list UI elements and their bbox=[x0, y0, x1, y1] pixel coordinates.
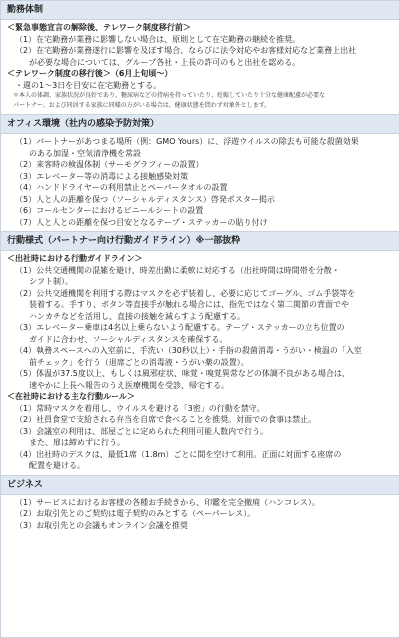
text-line: のある加湿・空気清浄機を常設 bbox=[29, 148, 141, 158]
section-body-work-system bbox=[1, 20, 399, 114]
text-line: 装着する。手すり、ボタン等直接手が触れる場合には、指先ではなく第二関節の背面でや bbox=[29, 300, 349, 309]
text-line: ハンカチなどを活用し、直接の接触を減らすよう配慮する。 bbox=[29, 311, 245, 321]
text-line: （1）サービスにおけるお客様の各種お手続きから、印鑑を完全撤廃（ハンコレス）。 bbox=[15, 497, 320, 507]
text-line: （7）人と人との距離を保つ目安となるテープ・ステッカーの貼り付け bbox=[15, 217, 268, 227]
section-header-work-system: 勤務体制 bbox=[1, 1, 399, 20]
subheading: ＜出社時における行動ガイドライン＞ bbox=[7, 254, 143, 263]
text-line: （1）常時マスクを着用し、ウイルスを避ける「3密」の行動を禁守。 bbox=[15, 403, 265, 413]
subheading: ＜テレワーク制度の移行後＞（6月上旬頃～） bbox=[7, 69, 173, 78]
text-line: （4）出社時のデスクは、最低1席（1.8m）ごとに間を空けて利用。正面に対面する座席の bbox=[15, 449, 342, 459]
text-line: （3）エレベーター等の消毒による接触感染対策 bbox=[15, 171, 189, 181]
text-line: （2）お取引先とのご契約は電子契約のみとする（ペーパーレス）。 bbox=[15, 509, 256, 518]
text-line: （5）体温が37.5度以上、もしくは風邪症状、味覚・嗅覚異常などの体調不良がある場合は、 bbox=[15, 369, 350, 378]
text-line: シフト制）。 bbox=[29, 277, 73, 286]
section-header-behavior-guidelines: 行動様式（パートナー向け行動ガイドライン）※一部抜粋 bbox=[1, 231, 399, 251]
text-line: 配置を避ける。 bbox=[29, 461, 85, 470]
text-line: （1）パートナーがあつまる場所（例：GMO Yours）に、浮遊ウイルスの除去も可能な殺菌効果 bbox=[15, 137, 359, 146]
footnote-line: パートナー、および同居する家族に同様の方がいる場合は、健康状態を問わず対象外とします。 bbox=[13, 102, 271, 109]
text-line: ガイドに合わせ、ソーシャルディスタンスを確保する。 bbox=[29, 334, 228, 344]
text-line: （2）社員食堂で支給される弁当を自席で食べることを推奨。対面での食事は禁止。 bbox=[15, 415, 317, 424]
text-line: （1）公共交通機関の混雑を避け、時差出勤に柔軟に対応する（出社時間は時間帯を分散・ bbox=[15, 265, 340, 275]
section-header-office-environment: オフィス環境（社内の感染予防対策） bbox=[1, 114, 399, 134]
text-line: （4）執務スペースへの入室前に、手洗い（30秒以上）・手指の殺菌消毒・うがい・検温の「入室 bbox=[15, 346, 362, 355]
subheading: ＜在社時における主な行動ルール＞ bbox=[7, 392, 135, 401]
text-line: ・週の1～3日を目安に在宅勤務とする。 bbox=[15, 80, 162, 90]
text-line: （2）来客時の検温体制（サーモグラフィーの設置） bbox=[15, 160, 204, 169]
text-line: （6）コールセンターにおけるビニールシートの設置 bbox=[15, 206, 204, 215]
section-body-behavior-guidelines bbox=[1, 251, 399, 475]
section-body-business bbox=[1, 495, 399, 535]
section-header-business: ビジネス bbox=[1, 475, 399, 495]
subheading: ＜緊急事態宣言の解除後、テレワーク制度移行前＞ bbox=[7, 23, 191, 32]
text-line: また、扉は締めずに行う。 bbox=[29, 438, 125, 447]
text-line: が必要な場合については、グループ各社・上長の許可のもと出社を認める。 bbox=[29, 57, 301, 67]
text-line: 前チェック」を行う（退席ごとの消毒液・うがい薬の設置）。 bbox=[29, 357, 249, 367]
text-line: （3）会議室の利用は、部屋ごとに定められた利用可能人数内で行う。 bbox=[15, 426, 269, 436]
text-line: （3）エレベーター乗車は4名以上乗らないよう配慮する。テープ・ステッカーの立ち位置の bbox=[15, 323, 345, 332]
text-line: 速やかに上長へ報告のうえ医療機関を受診、帰宅する。 bbox=[29, 380, 229, 390]
text-line: （3）お取引先との会議もオンライン会議を推奨 bbox=[15, 520, 188, 530]
text-line: （2）公共交通機関を利用する際はマスクを必ず装着し、必要に応じてゴーグル、ゴム手袋等を bbox=[15, 288, 356, 298]
text-line: （4）ハンドドライヤーの利用禁止とペーパータオルの設置 bbox=[15, 183, 228, 192]
text-line: （1）在宅勤務が業務に影響しない場合は、原則として在宅勤務の継続を推奨。 bbox=[15, 34, 301, 44]
section-body-office-environment bbox=[1, 134, 399, 231]
footnote-line: ＊本人の体調、家族状況が良好であり、糖尿病などの持病を持っていたり、妊娠していたり十分な健康配慮が必要な bbox=[13, 92, 326, 99]
text-line: （5）人と人の距離を保つ（ソーシャルディスタンス）啓発ポスター掲示 bbox=[15, 194, 275, 204]
text-line: （2）在宅勤務が業務遂行に影響を及ぼす場合、ならびに法令対応やお客様対応など業務上出社 bbox=[15, 46, 357, 55]
